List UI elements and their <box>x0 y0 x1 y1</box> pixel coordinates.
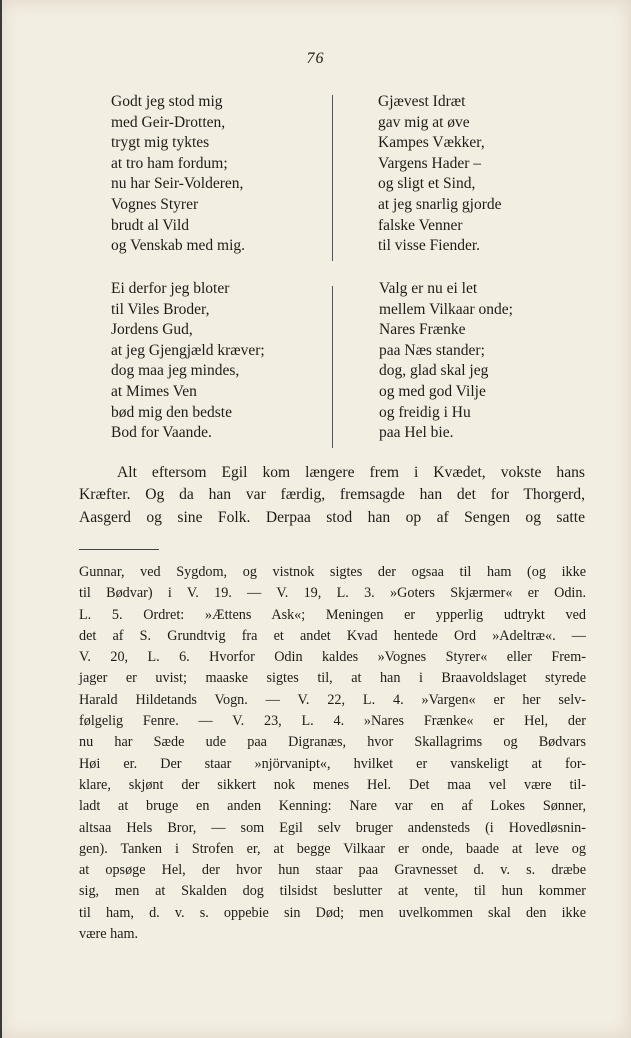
verse-line: at tro ham fordum; <box>111 154 228 172</box>
body-line: Kræfter. Og da han var færdig, fremsagde han det for Thorgerd, <box>79 486 585 504</box>
footnote-line: Gunnar, ved Sygdom, og vistnok sigtes der ogsaa til ham (og ikke <box>79 564 586 580</box>
verse-line: mellem Vilkaar onde; <box>379 300 513 318</box>
footnote-line: Harald Hildetands Vogn. — V. 22, L. 4. »Vargen« er her selv- <box>79 691 586 708</box>
verse-line: Valg er nu ei let <box>379 280 478 297</box>
verse-line: Bod for Vaande. <box>111 424 212 442</box>
verse-line: Vognes Styrer <box>111 195 199 213</box>
stanza-left-bottom <box>111 279 265 444</box>
footnote-line: til ham, d. v. s. oppebie sin Død; men uvelkommen skal den ikke <box>79 904 586 921</box>
page-number: 76 <box>306 50 325 67</box>
verse-line: til visse Fiender. <box>378 237 481 255</box>
footnote-line: at opsøge Hel, der hvor hun staar paa Gravnesset d. v. s. dræbe <box>79 862 586 879</box>
verse-line: Gjævest Idræt <box>378 93 466 110</box>
verse-line: at jeg Gjengjæld kræver; <box>111 341 265 359</box>
footnote-line: Høi er. Der staar »njörvanipt«, hvilket er vanskeligt at for- <box>79 755 586 772</box>
verse-line: Nares Frænke <box>379 321 466 339</box>
verse-line: Vargens Hader – <box>378 154 482 172</box>
footnote-line: gen). Tanken i Strofen er, at begge Vilkaar er onde, baade at leve og <box>79 840 586 857</box>
verse-line: Kampes Vækker, <box>378 134 485 152</box>
verse-line: trygt mig tyktes <box>111 134 210 152</box>
footnote-line: det af S. Grundtvig fra et andet Kvad hentede Ord »Adeltræ«. — <box>79 627 586 644</box>
verse-line: at Mimes Ven <box>111 382 197 400</box>
column-divider <box>332 286 333 448</box>
footnote-line: følgelig Fenre. — V. 23, L. 4. »Nares Frænke« er Hel, der <box>79 713 586 730</box>
verse-line: nu har Seir-Volderen, <box>111 175 244 193</box>
footnote <box>79 562 586 945</box>
verse-line: Godt jeg stod mig <box>111 93 223 110</box>
footnote-line: V. 20, L. 6. Hvorfor Odin kaldes »Vognes Styrer« eller Frem- <box>79 649 586 666</box>
verse-line: Jordens Gud, <box>111 321 193 339</box>
body-line: Aasgerd og sine Folk. Derpaa stod han op af Sengen og satte <box>79 508 585 526</box>
stanza-right-bottom <box>379 279 513 444</box>
body-line: Alt eftersom Egil kom længere frem i Kvædet, vokste hans <box>117 464 585 481</box>
verse-line: brudt al Vild <box>111 216 189 234</box>
footnote-line: altsaa Hels Bror, — som Egil selv bruger andensteds (i Hovedløsnin- <box>79 819 586 836</box>
verse-line: og sligt et Sind, <box>378 175 476 193</box>
footnote-rule <box>79 549 159 550</box>
footnote-line: L. 5. Ordret: »Ættens Ask«; Meningen er ypperlig udtrykt ved <box>79 606 586 623</box>
footnote-line: til Bødvar) i V. 19. — V. 19, L. 3. »Goters Skjærmer« er Odin. <box>79 585 586 602</box>
verse-line: og Venskab med mig. <box>111 237 246 255</box>
body-paragraph <box>79 462 585 529</box>
footnote-line: sig, men at Skalden dog tilsidst beslutter at vente, til hun kommer <box>79 883 586 900</box>
verse-line: paa Næs stander; <box>379 341 485 359</box>
verse-line: bød mig den bedste <box>111 403 232 421</box>
verse-line: til Viles Broder, <box>111 300 210 318</box>
verse-line: Ei derfor jeg bloter <box>111 280 230 297</box>
verse-line: med Geir-Drotten, <box>111 113 226 131</box>
verse-line: at jeg snarlig gjorde <box>378 195 502 213</box>
verse-line: og med god Vilje <box>379 382 486 400</box>
verse-line: dog, glad skal jeg <box>379 362 489 380</box>
footnote-line: klare, skjønt der sikkert nok menes Hel. Det maa vel være til- <box>79 776 586 793</box>
verse-line: dog maa jeg mindes, <box>111 362 240 380</box>
stanza-left-top <box>111 92 245 257</box>
verse-line: gav mig at øve <box>378 113 470 131</box>
stanza-right-top <box>378 92 502 257</box>
footnote-line: jager er uvist; maaske sigtes til, at han i Braavoldslaget styrede <box>79 670 586 687</box>
footnote-line: ladt at bruge en anden Kenning: Nare var en af Lokes Sønner, <box>79 798 586 815</box>
verse-line: og freidig i Hu <box>379 403 471 421</box>
verse-line: paa Hel bie. <box>379 424 454 442</box>
page-edge <box>0 0 2 1038</box>
column-divider <box>332 95 333 261</box>
footnote-line: være ham. <box>79 926 139 943</box>
verse-line: falske Venner <box>378 216 463 234</box>
footnote-line: nu har Sæde ude paa Digranæs, hvor Skallagrims og Bødvars <box>79 734 586 751</box>
